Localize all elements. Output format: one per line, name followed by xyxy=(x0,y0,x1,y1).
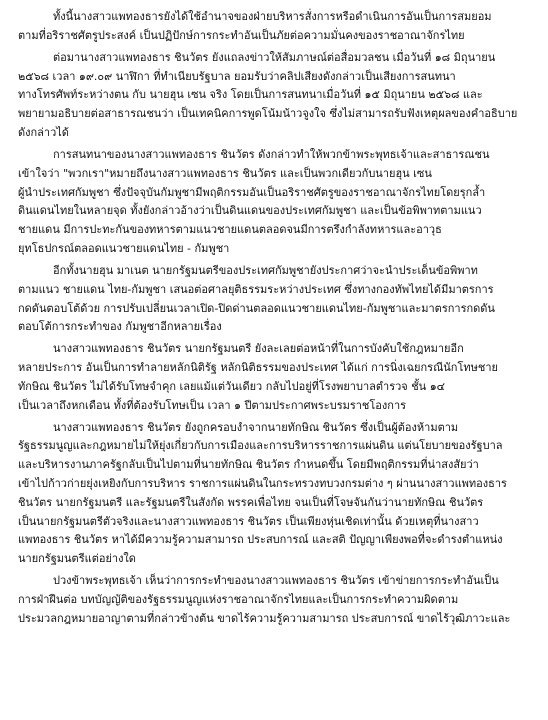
text-line: เป็นนายกรัฐมนตรีตัวจริงและนางสาวแพทองธาร ชินวัตร เป็นเพียงหุ่นเชิดเท่านั้น ด้วยเหตุที่นางสาว xyxy=(18,514,479,528)
text-line: ทั้งนี้นางสาวแพทองธารยังได้ใช้อำนาจของฝ่ายบริหารสั่งการหรือดำเนินการอันเป็นการสมยอม xyxy=(53,10,492,23)
paragraph-1 xyxy=(18,8,530,46)
text-line: กดดันตอบโต้ด้วย การปรับเปลี่ยนเวลาเปิด-ปิดด่านตลอดแนวชายแดนไทย-กัมพูชาและมาตรการกดดัน xyxy=(18,301,495,315)
text-line: ชายแดน มีการปะทะกันของทหารตามแนวชายแดนตลอดจนมีการตรึงกำลังทหารและอาวุธ xyxy=(18,223,442,237)
text-line: ตอบโต้การกระทำของ กัมพูชาอีกหลายเรื่อง xyxy=(18,320,222,334)
paragraph-4 xyxy=(18,262,530,337)
paragraph-3 xyxy=(18,146,530,259)
text-line: การสนทนาของนางสาวแพทองธาร ชินวัตร ดังกล่าวทำให้พวกข้าพระพุทธเจ้าและสาธารณชน xyxy=(53,147,490,161)
paragraph-6 xyxy=(18,419,530,569)
text-line: นางสาวแพทองธาร ชินวัตร นายกรัฐมนตรี ยังละเลยต่อหน้าที่ในการบังคับใช้กฎหมายอีก xyxy=(53,342,464,356)
text-line: เป็นเวลาถึงหกเดือน ทั้งที่ต้องรับโทษเป็น เวลา ๑ ปีตามประกาศพระบรมราชโองการ xyxy=(18,398,407,412)
text-line: นางสาวแพทองธาร ชินวัตร ยังถูกครอบงำจากนายทักษิณ ชินวัตร ซึ่งเป็นผู้ต้องห้ามตาม xyxy=(53,420,459,434)
text-line: ทางโทรศัพท์ระหว่างตน กับ นายฮุน เซน จริง โดยเป็นการสนทนาเมื่อวันที่ ๑๕ มิถุนายน ๒๕๖๘ และ xyxy=(18,88,483,102)
paragraph-7 xyxy=(18,572,530,628)
text-line: ชินวัตร นายกรัฐมนตรี และรัฐมนตรีในสังกัด พรรคเพื่อไทย จนเป็นที่โจษจันกันว่านายทักษิณ ชินวัตร xyxy=(18,495,484,509)
text-line: ตามแนว ชายแดน ไทย-กัมพูชา เสนอต่อศาลยุติธรรมระหว่างประเทศ ซึ่งทางกองทัพไทยได้มีมาตรการ xyxy=(18,282,494,296)
text-line: ทักษิณ ชินวัตร ไม่ได้รับโทษจำคุก เลยแม้แต่วันเดียว กลับไปอยู่ที่โรงพยาบาลตำรวจ ชั้น ๑๔ xyxy=(18,379,446,393)
text-line: ผู้นำประเทศกัมพูชา ซึ่งปัจจุบันกัมพูชามีพฤติกรรมอันเป็นอริราชศัตรูของราชอาณาจักรไทยโดยรุกล้ำ xyxy=(18,185,486,199)
text-line: อีกทั้งนายฮุน มาเนต นายกรัฐมนตรีของประเทศกัมพูชายังประกาศว่าจะนำประเด็นข้อพิพาท xyxy=(53,263,478,277)
text-line: แพทองธาร ชินวัตร หาได้มีความรู้ความสามารถ ประสบการณ์ และสติ ปัญญาเพียงพอที่จะดำรงตำแหน่ง xyxy=(18,533,503,547)
text-line: ๒๕๖๘ เวลา ๑๙.๐๙ นาฬิกา ที่ทำเนียบรัฐบาล ยอมรับว่าคลิปเสียงดังกล่าวเป็นเสียงการสนทนา xyxy=(18,69,456,83)
text-line: และบริหารงานภาครัฐกลับเป็นไปตามที่นายทักษิณ ชินวัตร กำหนดขึ้น โดยมีพฤติกรรมที่น่าสงสัยว่า xyxy=(18,458,479,472)
text-line: ปวงข้าพระพุทธเจ้า เห็นว่าการกระทำของนางสาวแพทองธาร ชินวัตร เข้าข่ายการกระทำอันเป็น xyxy=(53,574,499,588)
text-line: ตามที่อริราชศัตรูประสงค์ เป็นปฏิปักษ์การกระทำอันเป็นภัยต่อความมั่นคงของราชอาณาจักรไทย xyxy=(18,28,465,42)
text-line: การฝ่าฝืนต่อ บทบัญญัติของรัฐธรรมนูญแห่งราชอาณาจักรไทยและเป็นการกระทำความผิดตาม xyxy=(18,593,459,607)
text-line: เข้าไปก้าวก่ายยุ่งเหยิงกับการบริหาร ราชการแผ่นดินในกระทรวงทบวงกรมต่าง ๆ ผ่านนางสาวแพทองธาร xyxy=(18,477,507,491)
paragraph-5 xyxy=(18,340,530,415)
text-line: หลายประการ อันเป็นการทำลายหลักนิติรัฐ หลักนิติธรรมของประเทศ ได้แก่ การนิ่งเฉยกรณีนักโทษชาย xyxy=(18,361,498,375)
paragraph-2 xyxy=(18,49,530,143)
text-line: นายกรัฐมนตรีแต่อย่างใด xyxy=(18,552,136,566)
text-line: รัฐธรรมนูญและกฎหมายไม่ให้ยุ่งเกี่ยวกับการเมืองและการบริหารราชการแผ่นดิน แต่นโยบายของรัฐบาล xyxy=(18,439,503,453)
text-line: ดังกล่าวได้ xyxy=(18,125,69,139)
text-line: ยุทโธปกรณ์ตลอดแนวชายแดนไทย - กัมพูชา xyxy=(18,241,230,255)
text-line: พยายามอธิบายต่อสาธารณชนว่า เป็นเทคนิคการพูดโน้มน้าวจูงใจ ซึ่งไม่สามารถรับฟังเหตุผลของคำอธิบาย xyxy=(18,107,518,121)
text-line: ดินแดนไทยในหลายจุด ทั้งยังกล่าวอ้างว่าเป็นดินแดนของประเทศกัมพูชา และเป็นข้อพิพาทตามแนว xyxy=(18,204,482,218)
text-line: ประมวลกฎหมายอาญาตามที่กล่าวข้างต้น ขาดไร้ความรู้ความสามารถ ประสบการณ์ ขาดไร้วุฒิภาวะและ xyxy=(18,611,511,625)
text-line: เข้าใจว่า "พวกเรา"หมายถึงนางสาวแพทองธาร ชินวัตร และเป็นพวกเดียวกับนายฮุน เซน xyxy=(18,166,432,180)
text-line: ต่อมานางสาวแพทองธาร ชินวัตร ยังแถลงข่าวให้สัมภาษณ์ต่อสื่อมวลชน เมื่อวันที่ ๑๘ มิถุนายน xyxy=(53,50,496,64)
